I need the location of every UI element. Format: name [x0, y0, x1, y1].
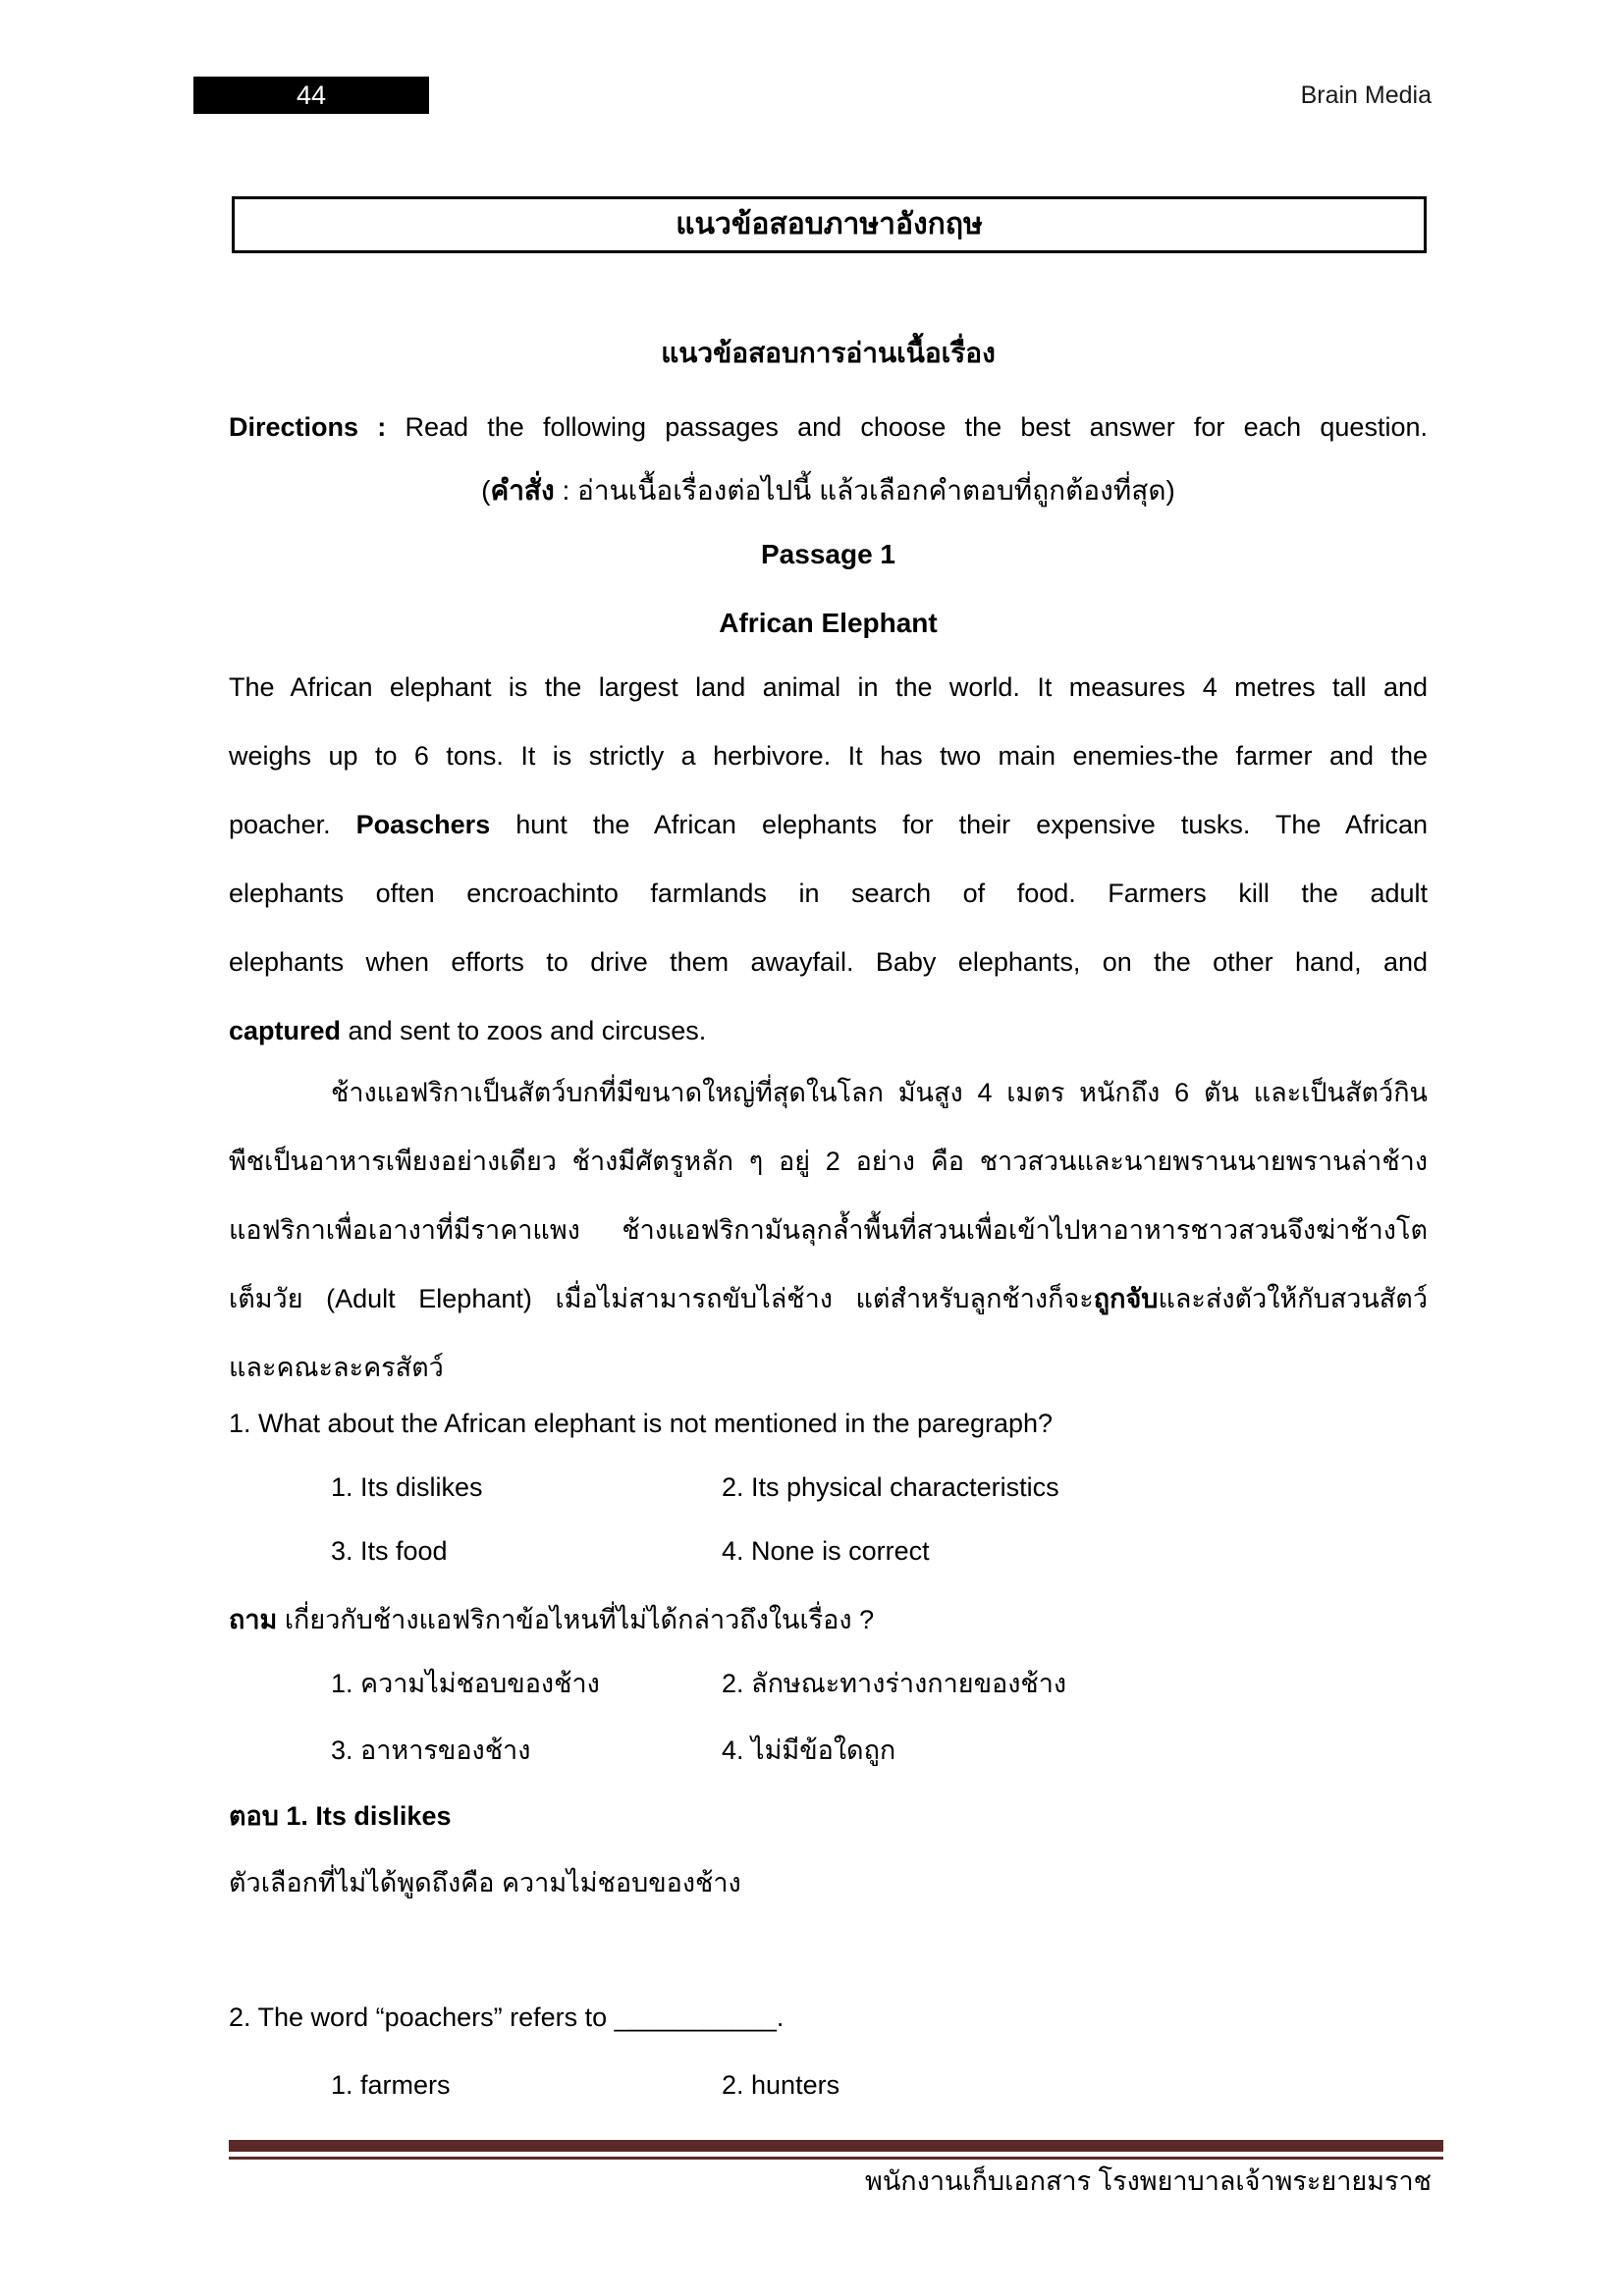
english-line: The African elephant is the largest land animal in the world. It measures 4 metres tall and: [229, 672, 1428, 702]
question1-option-1: 1. Its dislikes: [331, 1472, 483, 1502]
thai-line: แอฟริกาเพื่อเอางาที่มีราคาแพง ช้างแอฟริกามันลุกล้ำพื้นที่สวนเพื่อเข้าไปหาอาหารชาวสวนจึงฆ่าช้างโต: [229, 1215, 1428, 1245]
english-line: weighs up to 6 tons. It is strictly a herbivore. It has two main enemies-the farmer and the: [229, 741, 1428, 771]
question1-thai-option-1: 1. ความไม่ชอบของช้าง: [331, 1669, 600, 1698]
question2-options-row1: [229, 2054, 1428, 2117]
question2-option-1: 1. farmers: [331, 2070, 451, 2100]
thai-line: เต็มวัย (Adult Elephant) เมื่อไม่สามารถขับไล่ช้าง แต่สำหรับลูกช้างก็จะถูกจับและส่งตัวให้กับสวนสัตว์: [229, 1284, 1428, 1313]
question1-thai-options-row2: [229, 1719, 1428, 1783]
question2-text: 2. The word “poachers” refers to ___________.: [229, 2002, 785, 2032]
question1-options-row1: [229, 1456, 1428, 1520]
footer-text: พนักงานเก็บเอกสาร โรงพยาบาลเจ้าพระยายมราช: [865, 2166, 1432, 2196]
section-title: แนวข้อสอบการอ่านเนื้อเรื่อง: [661, 338, 996, 368]
question1-thai-text: ถาม เกี่ยวกับช้างแอฟริกาข้อไหนที่ไม่ได้กล่าวถึงในเรื่อง ?: [229, 1605, 875, 1634]
question1-thai-option-3: 3. อาหารของช้าง: [331, 1735, 531, 1765]
english-line: elephants when efforts to drive them awayfail. Baby elephants, on the other hand, and: [229, 947, 1428, 977]
question1-thai-option-2: 2. ลักษณะทางร่างกายของช้าง: [722, 1669, 1067, 1698]
question1-option-2: 2. Its physical characteristics: [722, 1472, 1059, 1502]
footer-rule-thick: [229, 2140, 1443, 2152]
passage-title: African Elephant: [719, 608, 938, 638]
question1-answer: ตอบ 1. Its dislikes: [229, 1801, 452, 1831]
question1-text: 1. What about the African elephant is not mentioned in the paregraph?: [229, 1409, 1054, 1438]
banner-title: แนวข้อสอบภาษาอังกฤษ: [676, 208, 983, 240]
banner-box: [232, 196, 1427, 253]
question2-option-2: 2. hunters: [722, 2070, 840, 2100]
thai-directions-line: (คำสั่ง : อ่านเนื้อเรื่องต่อไปนี้ แล้วเลือกคำตอบที่ถูกต้องที่สุด): [481, 475, 1175, 506]
page-number: 44: [296, 80, 327, 110]
question1-options-row2: [229, 1520, 1428, 1583]
passage-label: Passage 1: [761, 539, 895, 569]
thai-line: และคณะละครสัตว์: [229, 1353, 444, 1382]
english-line: poacher. Poaschers hunt the African elephants for their expensive tusks. The African: [229, 810, 1428, 839]
english-line: captured and sent to zoos and circuses.: [229, 1016, 707, 1045]
thai-passage: [229, 1058, 1428, 1402]
english-line: elephants often encroachinto farmlands in search of food. Farmers kill the adult: [229, 879, 1428, 908]
question1-explanation: ตัวเลือกที่ไม่ได้พูดถึงคือ ความไม่ชอบของช้าง: [229, 1868, 741, 1897]
question1-thai-options-row1: [229, 1652, 1428, 1716]
question1-option-4: 4. None is correct: [722, 1536, 930, 1566]
directions-line: Directions : Read the following passages and choose the best answer for each question.: [229, 412, 1428, 442]
question1-thai-option-4: 4. ไม่มีข้อใดถูก: [722, 1735, 896, 1765]
question1-option-3: 3. Its food: [331, 1536, 448, 1566]
brand-text: Brain Media: [1300, 81, 1432, 109]
thai-line: พืชเป็นอาหารเพียงอย่างเดียว ช้างมีศัตรูหลัก ๆ อยู่ 2 อย่าง คือ ชาวสวนและนายพรานนายพรานล่าช้าง: [229, 1147, 1428, 1176]
thai-line: ช้างแอฟริกาเป็นสัตว์บกที่มีขนาดใหญ่ที่สุดในโลก มันสูง 4 เมตร หนักถึง 6 ตัน และเป็นสัตว์กิน: [331, 1078, 1428, 1107]
english-passage: [229, 653, 1428, 1065]
page-number-box: [193, 77, 429, 114]
